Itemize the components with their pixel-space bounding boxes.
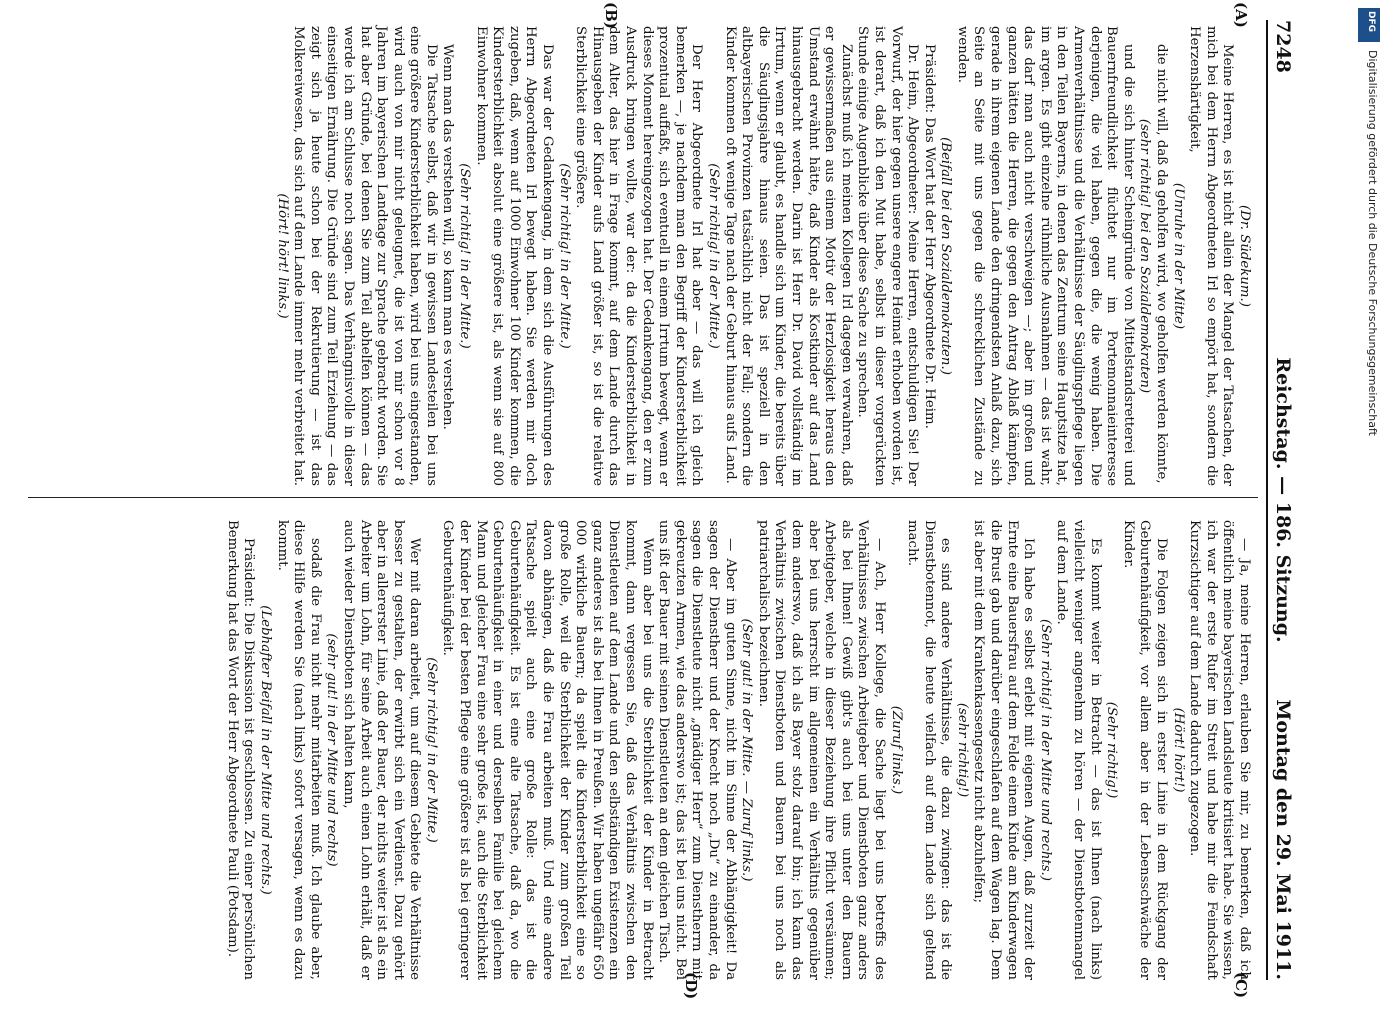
paragraph: Der Herr Abgeordnete Irl hat aber — das will ich gleich bemerken —, je nachdem man den Begriff der Kindersterblichkeit prozentual auffaßt, sich eventuell in einem Irrtum bewegt, wenn er dieses Moment hereingezogen hat. Der Gedankengang, den er zum Ausdruck bringen wollte, war der: da die Kindersterblichkeit in dem Alter, das hier in Frage kommt, auf dem Lande durch das Hinausgeben der Kinder aufs Land größer ist, so ist die relative Sterblichkeit eine größere.	[573, 26, 705, 486]
interjection: (Zuruf links.)	[888, 705, 904, 795]
interjection: (sehr richtig! bei den Sozialdemokraten)	[1137, 118, 1153, 394]
interjection: (Hört! hört! links.)	[274, 193, 290, 319]
interjection: (Sehr richtig! in der Mitte und rechts.)	[1037, 619, 1053, 881]
paragraph: Präsident: Das Wort hat der Herr Abgeordnete Dr. Heim.	[921, 44, 937, 429]
interjection: (Hört! hört!)	[1170, 707, 1186, 793]
paragraph: Das war der Gedankengang, in dem sich die Ausführungen des Herrn Abgeordneten Irl bewegt haben. Sie werden mir doch zugeben, daß, wenn auf 1000 Einwohner 100 Kinder kommen, die Kindersterblichkeit absolut eine größere ist, als wenn sie auf 800 Einwohner kommen.	[473, 26, 556, 486]
right-text-column	[223, 520, 1252, 980]
dfg-logo: DFG	[1358, 8, 1380, 42]
margin-marker-d: (D)	[682, 972, 700, 1000]
page-title: Reichstag. — 186. Sitzung.	[1272, 357, 1294, 643]
paragraph: sodaß die Frau nicht mehr mitarbeiten muß. Ich glaube aber, diese Hilfe werden Sie (nach links) sofort versagen, wenn es dazu kommt.	[274, 520, 323, 980]
paragraph: die nicht will, daß da geholfen wird, wo geholfen werden könnte,	[1154, 44, 1170, 484]
paragraph: — Ach, Herr Kollege, die Sache liegt bei uns betreffs des Verhältnisses zwischen Arbeitgeber und Dienstboten ganz anders als bei Ihnen! Gewiß gibt's auch bei uns unter den Bauern Arbeitgeber, welche in dieser Beziehung ihre Pflicht versäumen; aber bei uns herrscht im allgemeinen ein Verhältnis gegenüber dem anderswo, daß ich als Bayer stolz darauf bin; ich kann das Verhältnis zwischen Dienstboten und Bauern bei uns noch als patriarchalisch bezeichnen.	[755, 520, 887, 980]
paragraph: — Aber im guten Sinne, nicht im Sinne der Abhängigkeit! Da sagen der Dienstherr und der Knecht noch „Du“ zu einander, da sagen die Dienstleute nicht „gnädiger Herr“ zum Dienstherrn mit gekreuzten Armen, wie das anderswo ist; das ist bei uns nicht. Bei uns ißt der Bauer mit seinen Dienstleuten an dem gleichen Tisch.	[656, 520, 738, 980]
paragraph: Es kommt weiter in Betracht — das ist Ihnen (nach links) vielleicht weniger angenehm zu hören — der Dienstbotenmangel auf dem Lande.	[1054, 520, 1103, 980]
left-text-column	[273, 26, 1252, 486]
interjection: (Sehr richtig! in der Mitte.)	[423, 657, 439, 843]
digitization-sidebar	[1355, 10, 1383, 990]
margin-marker-a: (A)	[1232, 2, 1250, 28]
rotated-page-content	[10, 0, 1310, 1000]
paragraph: Die Tatsache selbst, daß wir in gewissen Landesteilen bei uns eine größere Kindersterblichkeit haben, wird bei uns eingestanden, wird auch von mir nicht geleugnet, die ist von mir schon vor 8 Jahren im bayerischen Landtage zur Sprache gebracht worden. Sie hat aber Gründe, bei denen Sie zum Teil abhelfen können — das werde ich am Schlusse noch sagen. Das Verhängnisvolle in dieser einseitigen Ernährung. Die Gründe sind zum Teil Erziehung — das zeigt sich ja heute schon bei der Rekrutierung — ist das Molkereiwesen, das sich auf dem Lande immer mehr verbreitet hat.	[291, 26, 439, 486]
paragraph: Wenn aber bei uns die Sterblichkeit der Kinder in Betracht kommt, dann vergessen Sie, daß das Verhältnis zwischen den Dienstleuten auf dem Lande und den selbständigen Existenzen ein ganz anderes ist als bei Ihnen in Preußen. Wir haben ungefähr 650 000 wirkliche Bauern; da spielt die Kindersterblichkeit eine so große Rolle, weil die Sterblichkeit der Kinder zum großen Teil davon abhängen, daß die Frau arbeiten muß. Und eine andere Tatsache spielt auch eine große Rolle: das ist die Geburtenhäufigkeit. Es ist eine alte Tatsache, daß da, wo die Geburtenhäufigkeit in einer und derselben Familie bei gleichem Mann und gleicher Frau eine sehr große ist, auch die Sterblichkeit der Kinder bei der besten Pflege eine größere ist als bei geringerer Geburtenhäufigkeit.	[440, 520, 655, 980]
paragraph: Meine Herren, es ist nicht allein der Mangel der Tatsachen, der mich bei dem Herrn Abgeordneten Irl so empört hat, sondern die Herzenshärtigkeit,	[1187, 26, 1236, 486]
speaker-note: (Dr. Südekum.)	[1237, 205, 1252, 307]
column-divider	[28, 497, 1258, 498]
page-header	[1266, 20, 1298, 980]
interjection: (Sehr richtig!)	[1104, 701, 1120, 799]
margin-marker-b: (B)	[602, 2, 620, 29]
interjection: (sehr richtig!)	[954, 702, 970, 798]
paragraph: Wer mit daran arbeitet, um auf diesem Gebiete die Verhältnisse besser zu gestalten, der erwirbt sich ein Verdienst. Dazu gehört aber in allererster Linie, daß der Bauer, der nichts weiter ist als ein Arbeiter um Lohn, für seine Arbeit auch einen Lohn erhält, daß er auch wieder Dienstboten sich halten kann,	[340, 520, 423, 980]
paragraph: Ich habe es selbst erlebt mit eigenen Augen, daß zurzeit der Ernte eine Bauersfrau auf dem Felde einem Kinde am Kinderwagen die Brust gab und darüber eingeschlafen auf dem Wagen lag. Dem ist aber mit dem Krankenkassengesetz nicht abzuhelfen;	[971, 520, 1037, 980]
interjection: (Lebhafter Beifall in der Mitte und rechts.)	[257, 605, 273, 895]
digitization-credit: Digitalisierung gefördert durch die Deutsche Forschungsgemeinschaft	[1366, 50, 1379, 436]
session-date: Montag den 29. Mai 1911.	[1272, 699, 1294, 980]
interjection: (Sehr richtig! in der Mitte.)	[457, 163, 473, 349]
paragraph: Dr. Heim, Abgeordneter: Meine Herren, entschuldigen Sie! Der Vorwurf, der hier gegen unsere engere Heimat erhoben worden ist, ist derart, daß ich den Mut habe, selbst in dieser vorgerückten Stunde einige Augenblicke über diese Sache zu sprechen.	[855, 26, 921, 486]
interjection: (sehr gut! in der Mitte und rechts)	[324, 633, 340, 867]
paragraph: Präsident: Die Diskussion ist geschlossen. Zu einer persönlichen Bemerkung hat das Wort der Herr Abgeordnete Pauli (Potsdam).	[224, 520, 257, 980]
paragraph: es sind andere Verhältnisse, die dazu zwingen: das ist die Dienstbotennot, die heute vielfach auf dem Lande sich geltend macht.	[905, 520, 954, 980]
paragraph: Zunächst muß ich meinen Kollegen Irl dagegen verwahren, daß er gewissermaßen aus einem Motiv der Herzlosigkeit heraus den Umstand erwähnt hätte, daß Kinder als Kostkinder auf das Land hinausgebracht werden. Darin ist Herr Dr. David vollständig im Irrtum, wenn er glaubt, es handle sich um Kinder, die bereits über die Säuglingsjahre hinaus seien. Das ist speziell in den altbayerischen Provinzen tatsächlich nicht der Fall; sondern die Kinder kommen oft wenige Tage nach der Geburt hinaus aufs Land.	[722, 26, 854, 486]
interjection: (Unruhe in der Mitte)	[1170, 182, 1186, 330]
paragraph: Die Folgen zeigen sich in erster Linie in dem Rückgang der Geburtenhäufigkeit, vor allem aber in der Lebensschwäche der Kinder.	[1120, 520, 1170, 980]
interjection: (Sehr richtig! in der Mitte.)	[556, 163, 572, 349]
paragraph: Wenn man das verstehen will, so kann man es verstehen.	[440, 44, 456, 430]
paragraph: — Ja, meine Herren, erlauben Sie mir, zu bemerken, daß ich öffentlich meine bayerischen Landsleute kritisiert habe. Sie wissen, ich war der erste Rufer im Streit und habe mir die Feindschaft Kurzsichtiger auf dem Lande dadurch zugezogen.	[1187, 520, 1252, 980]
interjection: (Sehr richtig! in der Mitte.)	[706, 163, 721, 349]
interjection: (Sehr gut! in der Mitte. — Zuruf links.)	[739, 618, 755, 882]
paragraph: und die sich hinter Scheingründe von Mittelstandsretterei und Bauernfreundlichkeit flüchtet nur im Portemonnaieinteresse derjenigen, die viel haben, gegen die, die wenig haben. Die Armenverhältnisse und die Verhältnisse der Säuglingspflege liegen in den Teilen Bayerns, in denen das Zentrum seine Hauptsitze hat, im argen. Es gibt einzelne rühmliche Ausnahmen — das ist wahr, das darf man auch nicht verschweigen —; aber im großen und ganzen hätten die Herren, die gegen den Antrag Ablaß kämpfen, gerade in ihrem eigenen Lande den dringendsten Anlaß dazu, sich Seite an Seite mit uns gegen die schrecklichen Zustände zu wenden.	[954, 26, 1136, 486]
margin-marker-c: (C)	[1232, 972, 1250, 999]
page-number: 7248	[1272, 20, 1294, 73]
interjection: (Beifall bei den Sozialdemokraten.)	[938, 137, 954, 375]
